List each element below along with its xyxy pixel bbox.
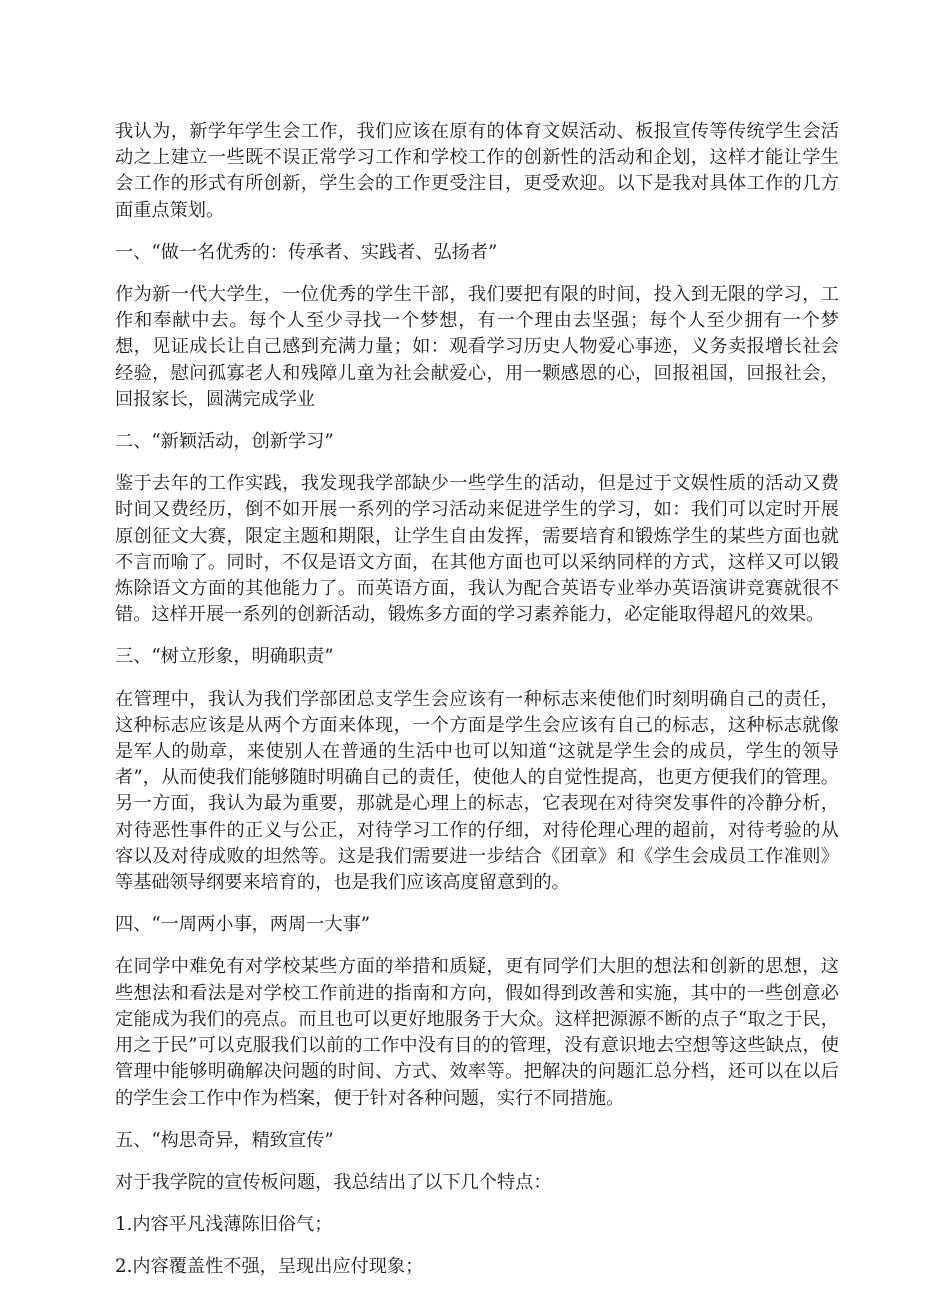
section-3-paragraph: 在管理中，我认为我们学部团总支学生会应该有一种标志来使他们时刻明确自己的责任，这种标志应该是从两个方面来体现，一个方面是学生会应该有自己的标志，这种标志就像是军人的勋章，来使别人在普通的生活中也可以知道“这就是学生会的成员，学生的领导者”，从而使我们能够随时明确自己的责任，使他人的自觉性提高，也更方便我们的管理。另一方面，我认为最为重要，那就是心理上的标志，它表现在对待突发事件的冷静分析，对待恶性事件的正义与公正，对待学习工作的仔细，对待伦理心理的超前，对待考验的从容以及对待成败的坦然等。这是我们需要进一步结合《团章》和《学生会成员工作准则》等基础领导纲要来培育的，也是我们应该高度留意到的。 (115, 688, 839, 894)
list-item-2: 2.内容覆盖性不强，呈现出应付现象； (115, 1256, 424, 1278)
section-2-heading: 二、“新颖活动，创新学习” (115, 431, 334, 453)
section-4-heading: 四、“一周两小事，两周一大事” (115, 914, 371, 936)
section-1-heading: 一、“做一名优秀的：传承者、实践者、弘扬者” (115, 241, 498, 263)
document-body (115, 119, 839, 1297)
list-item-1: 1.内容平凡浅薄陈旧俗气； (115, 1214, 333, 1236)
section-5-intro-paragraph: 对于我学院的宣传板问题，我总结出了以下几个特点： (115, 1171, 552, 1193)
section-4-paragraph: 在同学中难免有对学校某些方面的举措和质疑，更有同学们大胆的想法和创新的思想，这些想法和看法是对学校工作前进的指南和方向，假如得到改善和实施，其中的一些创意必定能成为我们的亮点。而且也可以更好地服务于大众。这样把源源不断的点子“取之于民，用之于民”可以克服我们以前的工作中没有目的的管理，没有意识地去空想等这些缺点，使管理中能够明确解决问题的时间、方式、效率等。把解决的问题汇总分档，还可以在以后的学生会工作中作为档案，便于针对各种问题，实行不同措施。 (115, 956, 839, 1109)
intro-paragraph: 我认为，新学年学生会工作，我们应该在原有的体育文娱活动、板报宣传等传统学生会活动之上建立一些既不误正常学习工作和学校工作的创新性的活动和企划，这样才能让学生会工作的形式有所创新，学生会的工作更受注目，更受欢迎。以下是我对具体工作的几方面重点策划。 (115, 121, 839, 221)
section-3-heading: 三、“树立形象，明确职责” (115, 646, 334, 668)
section-5-heading: 五、“构思奇异，精致宣传” (115, 1129, 334, 1151)
section-2-paragraph: 鉴于去年的工作实践，我发现我学部缺少一些学生的活动，但是过于文娱性质的活动又费时间又费经历，倒不如开展一系列的学习活动来促进学生的学习，如：我们可以定时开展原创征文大赛，限定主题和期限，让学生自由发挥，需要培育和锻炼学生的某些方面也就不言而喻了。同时，不仅是语文方面，在其他方面也可以采纳同样的方式，这样又可以锻炼除语文方面的其他能力了。而英语方面，我认为配合英语专业举办英语演讲竞赛就很不错。这样开展一系列的创新活动，锻炼多方面的学习素养能力，必定能取得超凡的效果。 (115, 473, 839, 626)
section-1-paragraph: 作为新一代大学生，一位优秀的学生干部，我们要把有限的时间，投入到无限的学习，工作和奉献中去。每个人至少寻找一个梦想，有一个理由去坚强；每个人至少拥有一个梦想，见证成长让自己感到充满力量；如：观看学习历史人物爱心事迹，义务卖报增长社会经验，慰问孤寡老人和残障儿童为社会献爱心，用一颗感恩的心，回报祖国，回报社会，回报家长，圆满完成学业 (115, 284, 839, 410)
